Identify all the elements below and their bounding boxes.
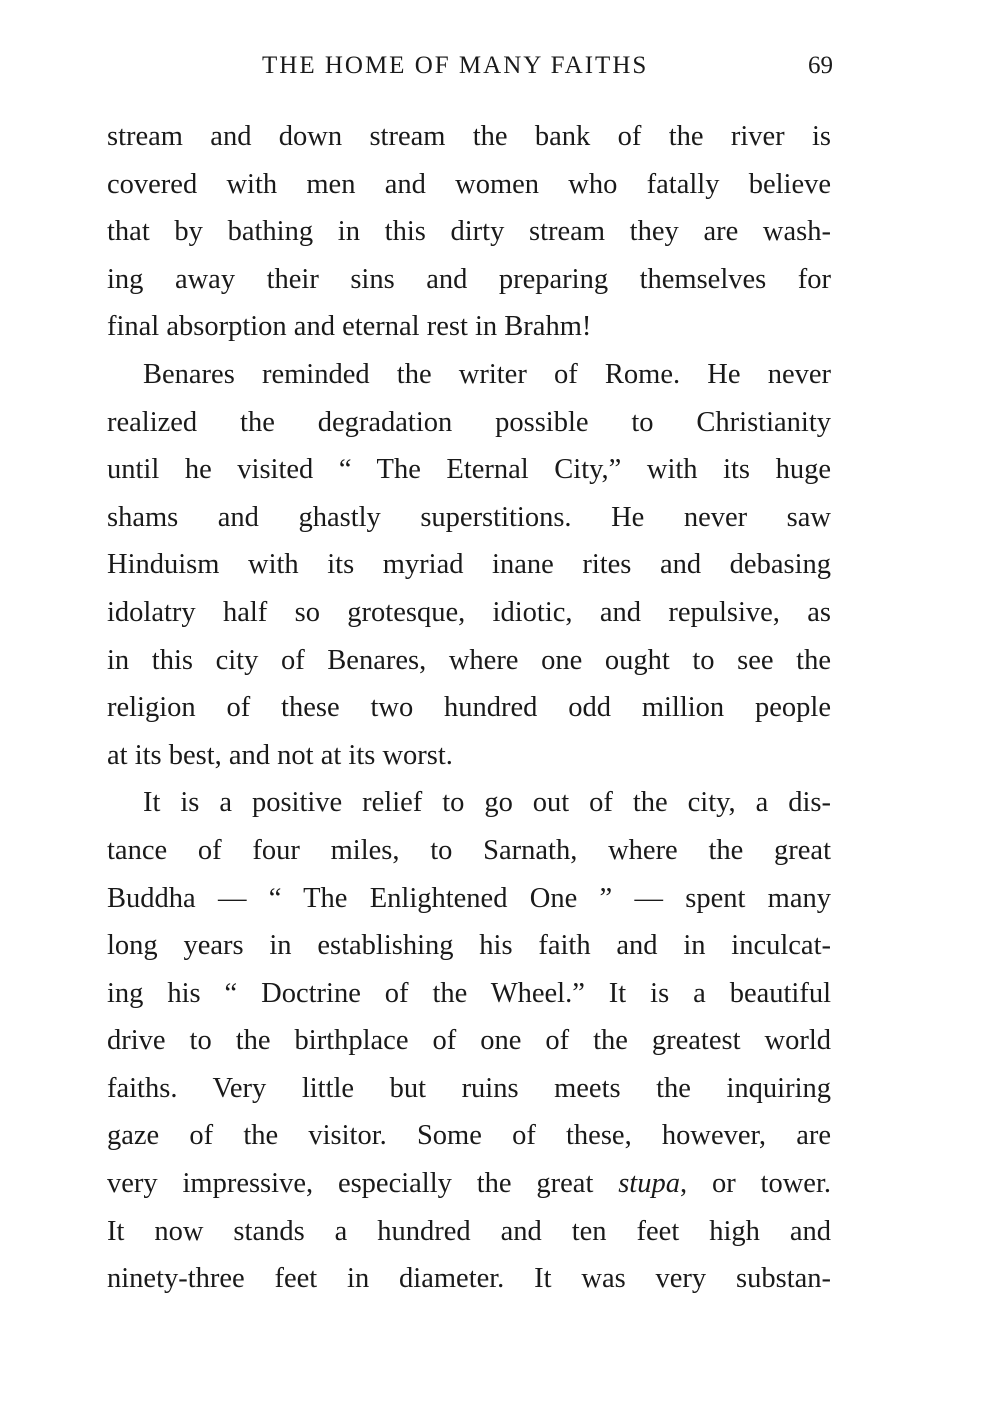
text-line: until he visited “ The Eternal City,” with its huge [107, 454, 831, 486]
body-text [107, 113, 831, 1303]
text-line: stream and down stream the bank of the river is [107, 121, 831, 152]
text-line: idolatry half so grotesque, idiotic, and repulsive, as [107, 596, 831, 628]
text-line: shams and ghastly superstitions. He never saw [107, 501, 831, 533]
text-line: It is a positive relief to go out of the city, a dis- [143, 787, 831, 819]
italic-term: stupa [618, 1168, 680, 1200]
text-line: Hinduism with its myriad inane rites and debasing [107, 549, 831, 581]
text-line: tance of four miles, to Sarnath, where the great [107, 834, 831, 866]
text-line: at its best, and not at its worst. [107, 739, 453, 771]
text-line: covered with men and women who fatally believe [107, 168, 831, 200]
running-head [0, 52, 1000, 86]
text-line: faiths. Very little but ruins meets the inquiring [107, 1072, 831, 1104]
page-number: 69 [808, 52, 833, 79]
text-line: realized the degradation possible to Christianity [107, 406, 831, 438]
text-line: religion of these two hundred odd million people [107, 692, 831, 724]
text-line: It now stands a hundred and ten feet high and [107, 1215, 831, 1247]
text-line: that by bathing in this dirty stream they are wash- [107, 216, 831, 248]
text-line: very impressive, especially the great stupa, or tower. [107, 1168, 831, 1200]
text-line: ing his “ Doctrine of the Wheel.” It is a beautiful [107, 977, 831, 1009]
text-line: final absorption and eternal rest in Brahm! [107, 311, 592, 343]
text-line: in this city of Benares, where one ought to see the [107, 644, 831, 676]
text-line: Benares reminded the writer of Rome. He never [143, 358, 831, 390]
running-title: THE HOME OF MANY FAITHS [262, 52, 649, 79]
text-line: drive to the birthplace of one of the greatest world [107, 1025, 831, 1057]
text-line: long years in establishing his faith and in inculcat- [107, 930, 831, 962]
text-line: Buddha — “ The Enlightened One ” — spent many [107, 882, 831, 914]
text-line: ing away their sins and preparing themselves for [107, 263, 831, 295]
text-line: gaze of the visitor. Some of these, however, are [107, 1120, 831, 1152]
text-line: ninety-three feet in diameter. It was very substan- [107, 1263, 831, 1295]
